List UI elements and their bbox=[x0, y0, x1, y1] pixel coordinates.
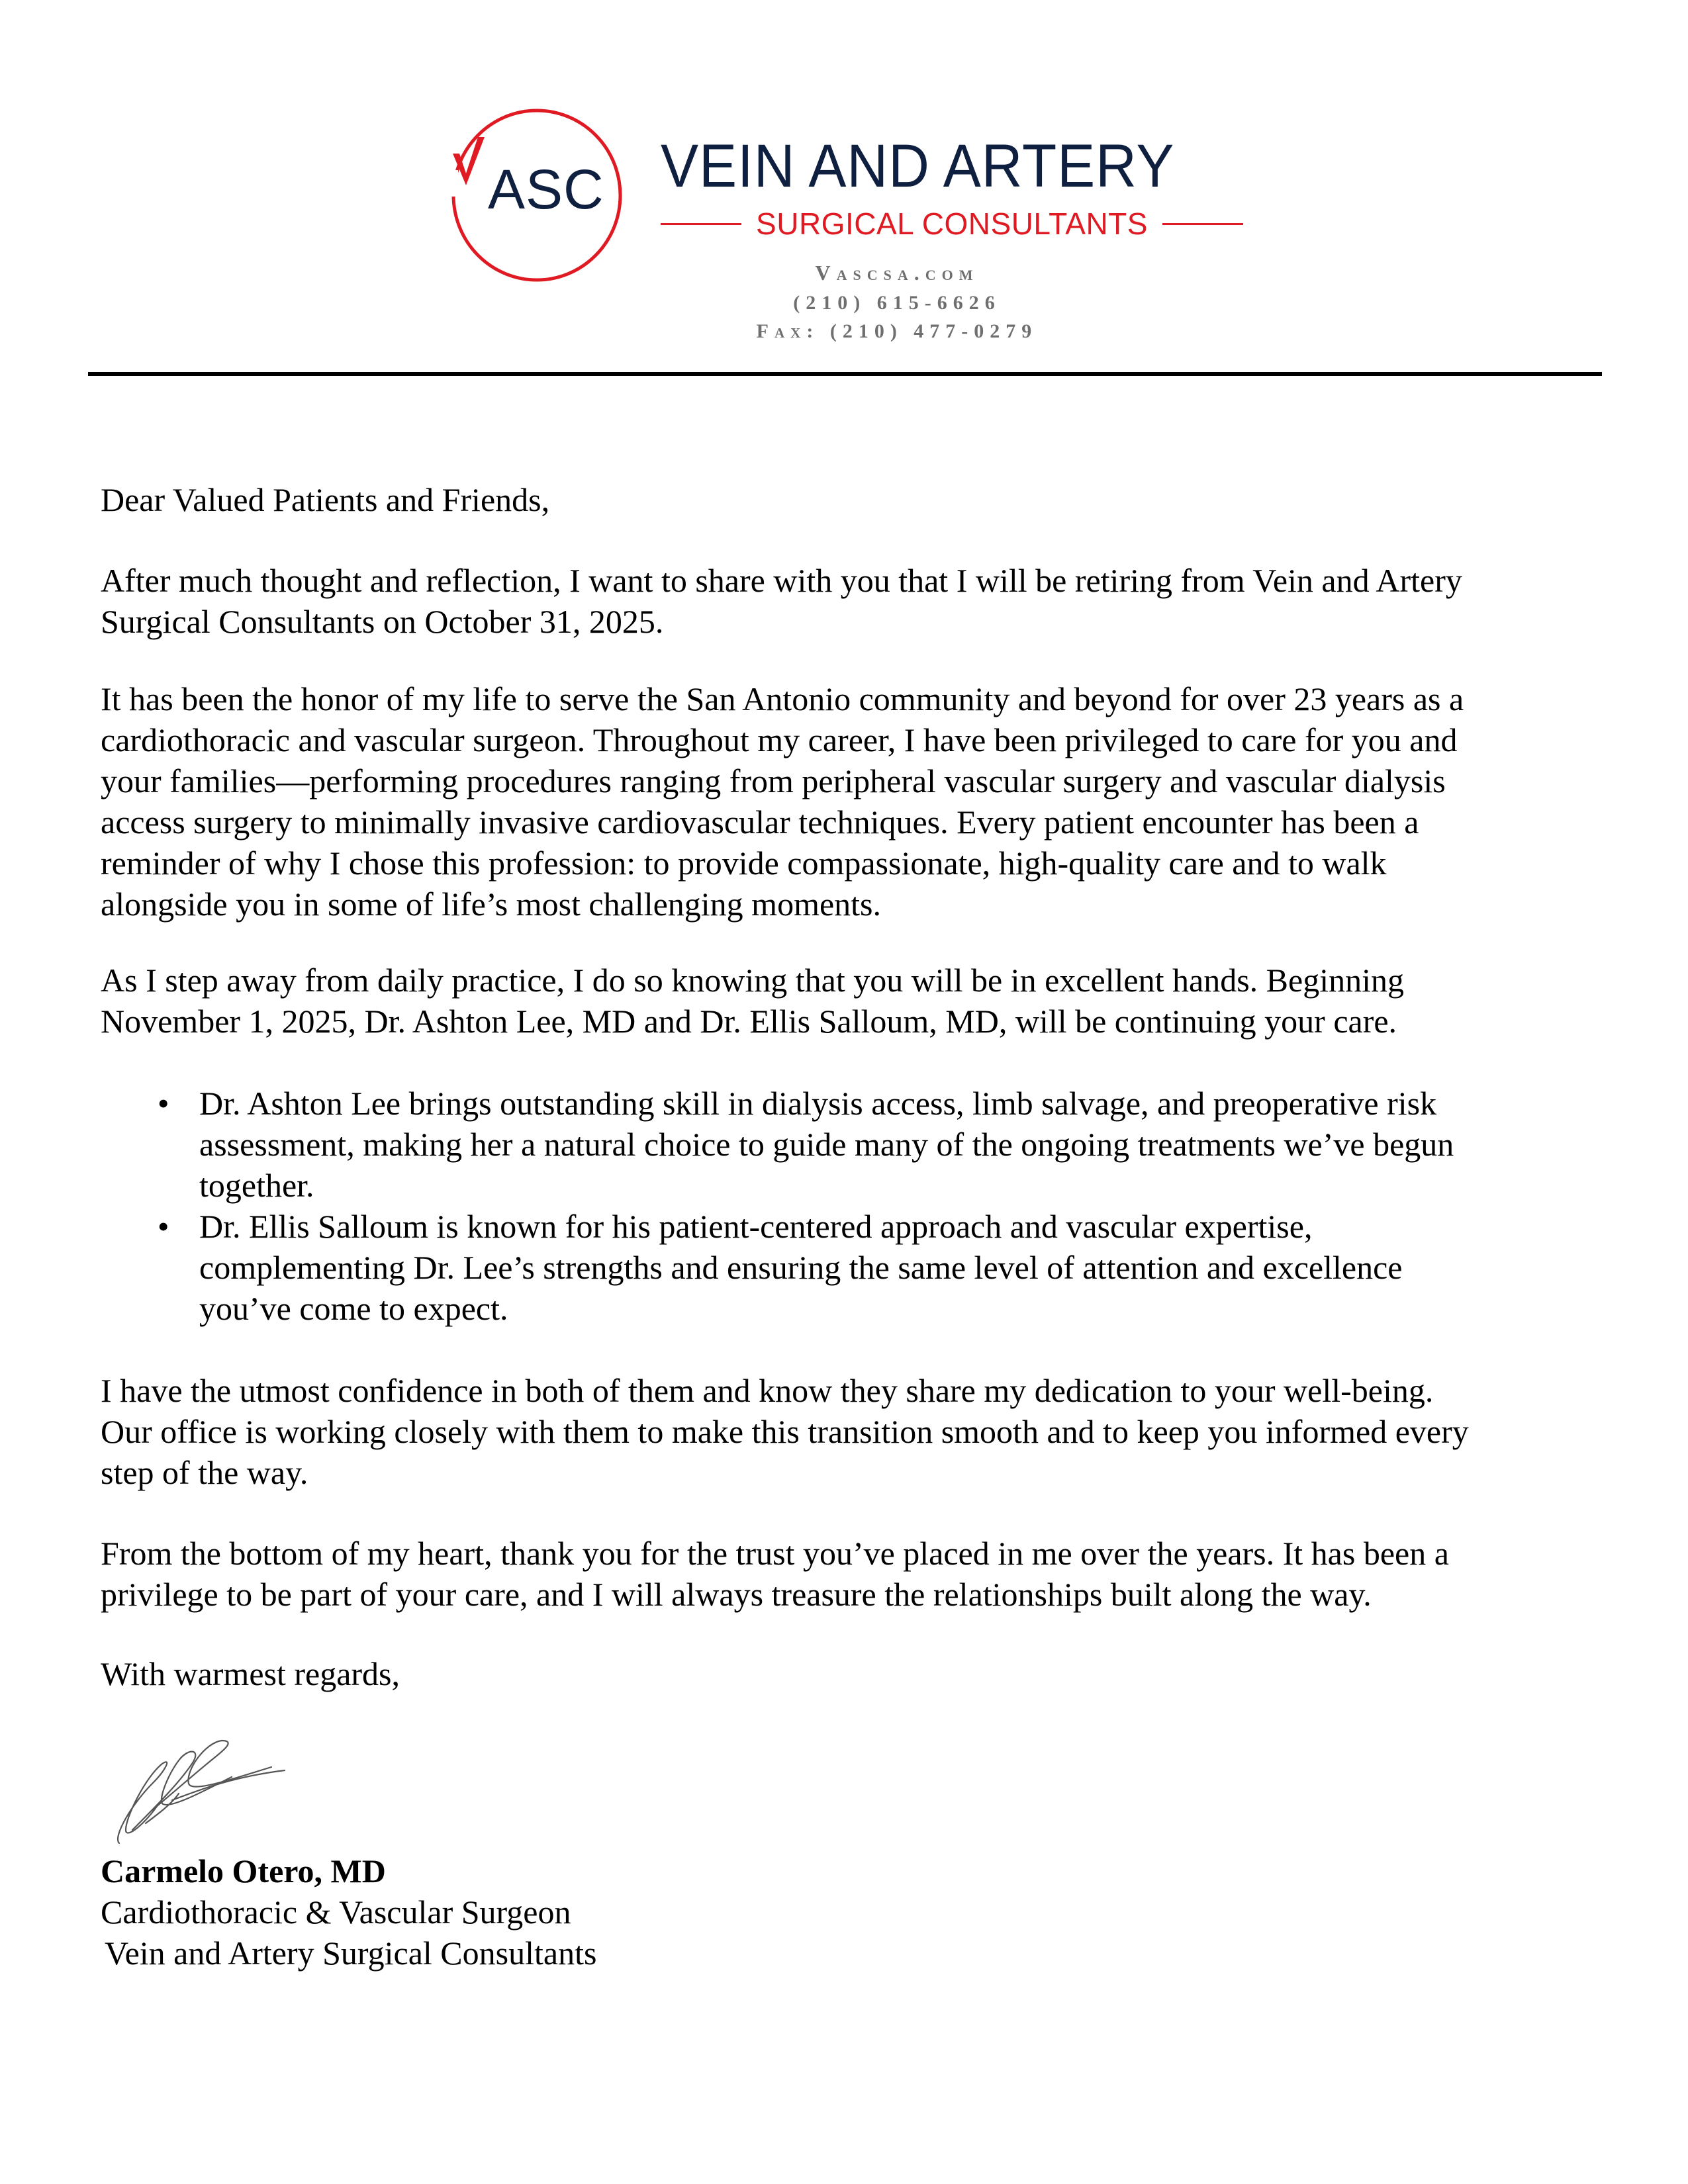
phone-number: (210) 615-6626 bbox=[793, 292, 1001, 314]
website[interactable]: Vascsa.com bbox=[815, 261, 979, 285]
text-line: November 1, 2025, Dr. Ashton Lee, MD and Dr. Ellis Salloum, MD, will be continuing your care. bbox=[101, 1003, 1397, 1040]
text-line: you’ve come to expect. bbox=[199, 1290, 508, 1327]
bullet-text bbox=[199, 1083, 1581, 1206]
paragraph-confidence bbox=[101, 1370, 1583, 1493]
signer-block bbox=[101, 1850, 1583, 1974]
text-line: cardiothoracic and vascular surgeon. Throughout my career, I have been privileged to care for you and bbox=[101, 721, 1458, 758]
header-divider bbox=[88, 372, 1602, 376]
brand-divider-right bbox=[1162, 223, 1243, 225]
text-line: It has been the honor of my life to serve the San Antonio community and beyond for over 23 years as a bbox=[101, 680, 1464, 717]
text-line: Dr. Ellis Salloum is known for his patient-centered approach and vascular expertise, bbox=[199, 1208, 1313, 1245]
text-line: step of the way. bbox=[101, 1454, 308, 1491]
text-line: reminder of why I chose this profession: to provide compassionate, high-quality care and to walk bbox=[101, 844, 1387, 882]
brand-divider-left bbox=[661, 223, 741, 225]
signer-name: Carmelo Otero, MD bbox=[101, 1852, 386, 1889]
fax-label: Fax: bbox=[756, 320, 820, 342]
text-line: From the bottom of my heart, thank you for the trust you’ve placed in me over the years. It has been a bbox=[101, 1535, 1449, 1572]
signature-icon bbox=[106, 1731, 305, 1850]
text-line: privilege to be part of your care, and I will always treasure the relationships built along the way. bbox=[101, 1576, 1372, 1613]
closing: With warmest regards, bbox=[101, 1655, 400, 1692]
brand-name: VEIN AND ARTERY bbox=[661, 132, 1175, 200]
text-line: Dr. Ashton Lee brings outstanding skill in dialysis access, limb salvage, and preoperative risk bbox=[199, 1085, 1437, 1122]
paragraph-retirement bbox=[101, 560, 1583, 642]
paragraph-transition bbox=[101, 960, 1583, 1042]
text-line: As I step away from daily practice, I do so knowing that you will be in excellent hands. Beginning bbox=[101, 962, 1404, 999]
text-line: access surgery to minimally invasive cardiovascular techniques. Every patient encounter has been a bbox=[101, 803, 1419, 841]
fax-number: (210) 477-0279 bbox=[829, 320, 1038, 342]
signer-organization: Vein and Artery Surgical Consultants bbox=[105, 1934, 597, 1972]
bullet-icon: • bbox=[158, 1208, 169, 1245]
text-line: together. bbox=[199, 1167, 314, 1204]
paragraph-career bbox=[101, 678, 1583, 925]
text-line: complementing Dr. Lee’s strengths and ensuring the same level of attention and excellence bbox=[199, 1249, 1403, 1286]
signer-title: Cardiothoracic & Vascular Surgeon bbox=[101, 1893, 571, 1931]
logo-mark-rest: ASC bbox=[488, 158, 604, 220]
bullet-item-ellis-salloum bbox=[158, 1206, 1581, 1329]
brand-subtitle: SURGICAL CONSULTANTS bbox=[756, 206, 1148, 241]
text-line: I have the utmost confidence in both of them and know they share my dedication to your well-being. bbox=[101, 1372, 1434, 1409]
text-line: assessment, making her a natural choice to guide many of the ongoing treatments we’ve begun bbox=[199, 1126, 1454, 1163]
bullet-item-ashton-lee bbox=[158, 1083, 1581, 1206]
brand-subtitle-row bbox=[661, 205, 1243, 242]
salutation: Dear Valued Patients and Friends, bbox=[101, 481, 550, 518]
text-line: Surgical Consultants on October 31, 2025. bbox=[101, 603, 664, 640]
text-line: Our office is working closely with them to make this transition smooth and to keep you informed every bbox=[101, 1413, 1469, 1450]
paragraph-thanks bbox=[101, 1533, 1583, 1615]
fax-line bbox=[0, 322, 1688, 341]
bullet-icon: • bbox=[158, 1085, 169, 1122]
bullet-text bbox=[199, 1206, 1581, 1329]
text-line: After much thought and reflection, I want to share with you that I will be retiring from Vein and Artery bbox=[101, 562, 1462, 599]
text-line: alongside you in some of life’s most challenging moments. bbox=[101, 886, 882, 923]
logo-mark-text bbox=[488, 158, 604, 220]
text-line: your families—performing procedures ranging from peripheral vascular surgery and vascular dialysis bbox=[101, 762, 1446, 799]
